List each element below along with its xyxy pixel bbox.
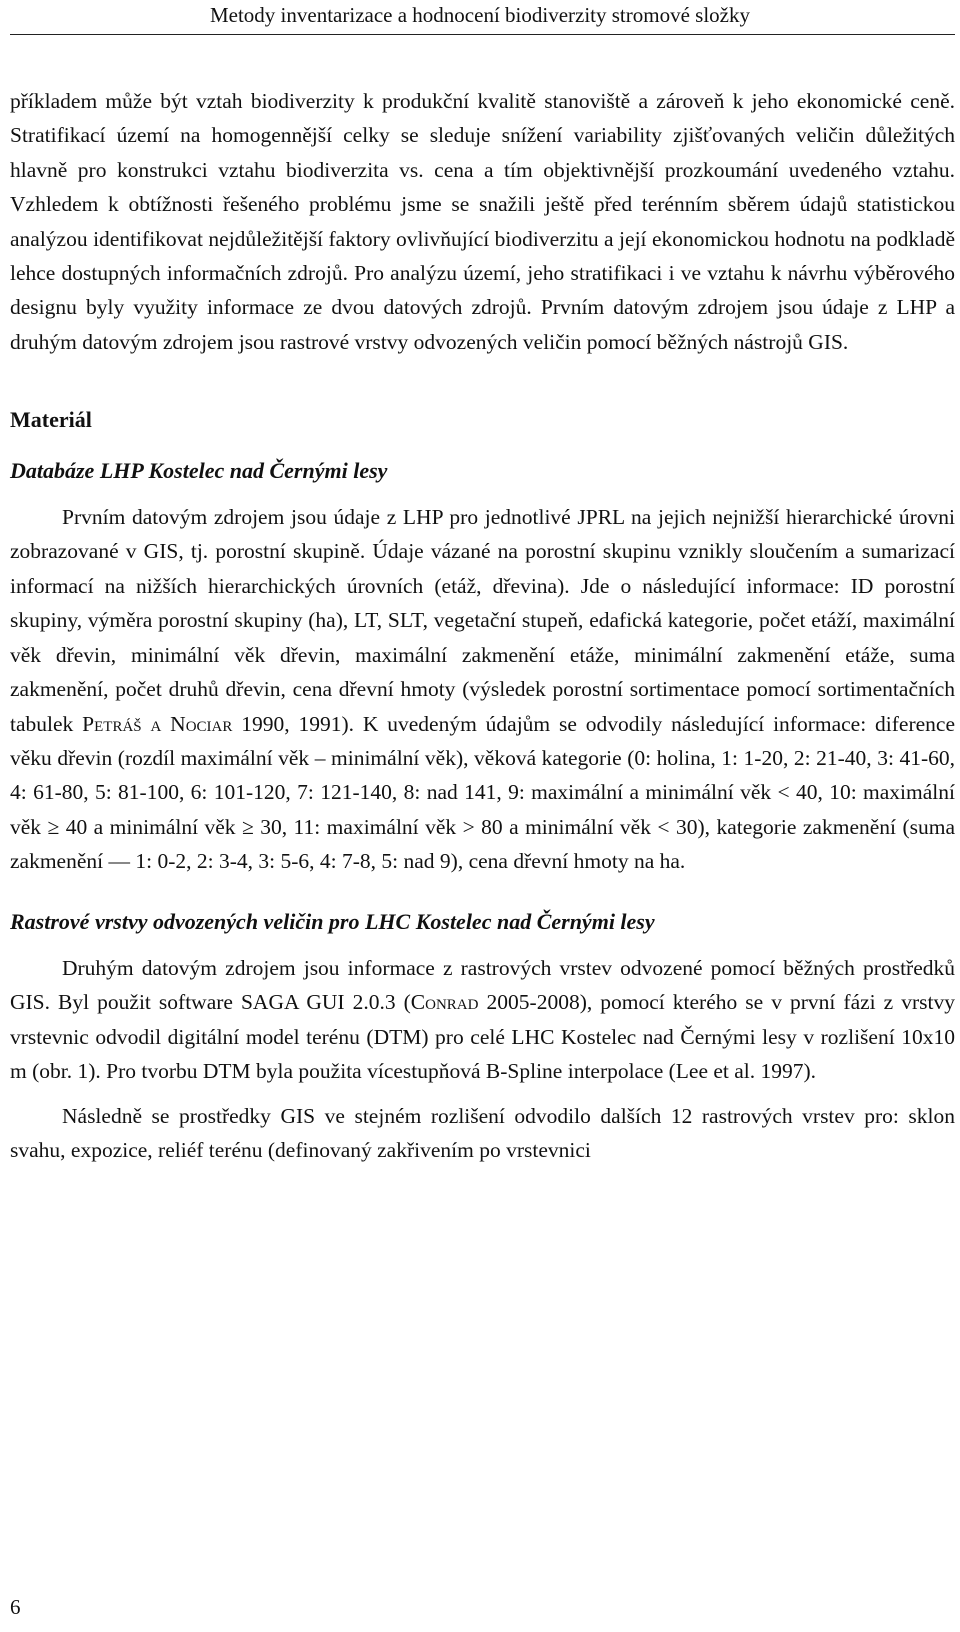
subsection-heading-raster-layers: Rastrové vrstvy odvozených veličin pro LHC Kostelec nad Černými lesy: [10, 908, 655, 934]
intro-paragraph: příkladem může být vztah biodiverzity k produkční kvalitě stanoviště a zároveň k jeho ekonomické ceně. Stratifikací území na homogennější celky se sleduje snížení variability zjišťovaných veličin důležitých hlavně pro konstrukci vztahu biodiverzita vs. cena a tím objektivnější prozkoumání uvedeného vztahu. Vzhledem k obtížnosti řešeného problému jsme se snažili ještě před terénním sběrem údajů statistickou analýzou identifikovat nejdůležitější faktory ovlivňující biodiverzitu a její ekonomickou hodnotu na podkladě lehce dostupných informačních zdrojů. Pro analýzu území, jeho stratifikaci i ve vztahu k návrhu výběrového designu byly využity informace ze dvou datových zdrojů. Prvním datovým zdrojem jsou údaje z LHP a druhým datovým zdrojem jsou rastrové vrstvy odvozených veličin pomocí běžných nástrojů GIS.: [10, 89, 955, 354]
page-body: [10, 84, 955, 1167]
raster-paragraph-1: [10, 951, 955, 1089]
raster-paragraph-continuation: 2005-2008), pomocí kterého se v první fázi z vrstvy vrstevnic odvodil digitální model terénu (DTM) pro celé LHC Kostelec nad Černými lesy v rozlišení 10x10 m (obr. 1). Pro tvorbu DTM byla použita vícestupňová B-Spline interpolace (Lee et al. 1997).: [10, 990, 955, 1084]
running-header: Metody inventarizace a hodnocení biodiverzity stromové složky: [209, 3, 750, 27]
raster-paragraph-2: Následně se prostředky GIS ve stejném rozlišení odvodilo dalších 12 rastrových vrstev pro: sklon svahu, expozice, reliéf terénu (definovaný zakřivením po vrstevnici: [10, 1103, 955, 1162]
raster-paragraph-text: Druhým datovým zdrojem jsou informace z rastrových vrstev odvozené pomocí běžných prostředků GIS. Byl použit software SAGA GUI 2.0.3 (: [10, 955, 955, 1015]
page-number: 6: [10, 1595, 21, 1619]
lhp-database-paragraph: [10, 500, 955, 878]
subsection-heading-lhp-database: Databáze LHP Kostelec nad Černými lesy: [10, 457, 388, 483]
lhp-paragraph-continuation: 1990, 1991). K uvedeným údajům se odvodily následující informace: diference věku dřevin (rozdíl maximální věk – minimální věk), věková kategorie (0: holina, 1: 1-20, 2: 21-40, 3: 41-60, 4: 61-80, 5: 81-100, 6: 101-120, 7: 121-140, 8: nad 141, 9: maximální a minimální věk < 40, 10: maximální věk ≥ 40 a minimální věk ≥ 30, 11: maximální věk > 80 a minimální věk < 30), kategorie zakmenění (suma zakmenění — 1: 0-2, 2: 3-4, 3: 5-6, 4: 7-8, 5: nad 9), cena dřevní hmoty na ha.: [10, 711, 956, 874]
citation-petras-nociar: Petráš a Nociar: [82, 711, 233, 736]
section-heading-material: Materiál: [10, 407, 92, 433]
lhp-paragraph-text: Prvním datovým zdrojem jsou údaje z LHP pro jednotlivé JPRL na jejich nejnižší hierarchické úrovni zobrazované v GIS, tj. porostní skupině. Údaje vázané na porostní skupinu vznikly sloučením a sumarizací informací na nižších hierarchických úrovních (etáž, dřevina). Jde o následující informace: ID porostní skupiny, výměra porostní skupiny (ha), LT, SLT, vegetační stupeň, edafická kategorie, počet etáží, maximální věk dřevin, minimální věk dřevin, maximální zakmenění etáže, minimální zakmenění etáže, suma zakmenění, počet druhů dřevin, cena dřevní hmoty (výsledek porostní sortimentace pomocí sortimentačních tabulek: [10, 505, 955, 736]
citation-conrad: Conrad: [410, 990, 479, 1015]
header-divider: [10, 34, 955, 35]
